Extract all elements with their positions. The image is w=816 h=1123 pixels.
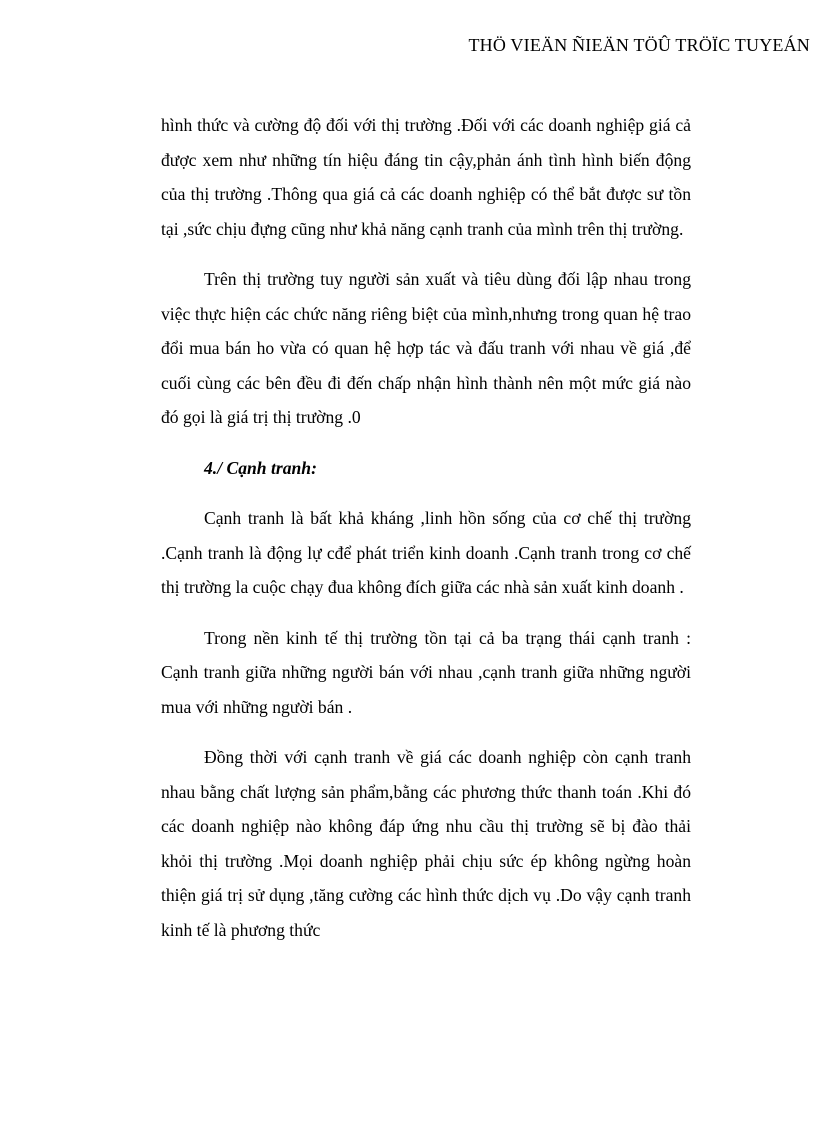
running-header: THÖ VIEÄN ÑIEÄN TÖÛ TRÖÏC TUYEÁN <box>468 35 810 55</box>
section-heading-competition: 4./ Cạnh tranh: <box>204 457 317 478</box>
paragraph-continued: hình thức và cường độ đối với thị trường .Đối với các doanh nghiệp giá cả được xem như những tín hiệu đáng tin cậy,phản ánh tình hình biến động của thị trường .Thông qua giá cả các doanh nghiệp có thể bắt được sư tồn tại ,sức chịu đựng cũng như khả năng cạnh tranh của mình trên thị trường. <box>161 115 691 239</box>
paragraph-market-parties: Trên thị trường tuy người sản xuất và tiêu dùng đối lập nhau trong việc thực hiện các chức năng riêng biệt của mình,nhưng trong quan hệ trao đổi mua bán ho vừa có quan hệ hợp tác và đấu tranh với nhau về giá ,để cuối cùng các bên đều đi đến chấp nhận hình thành nên một mức giá nào đó gọi là giá trị thị trường .0 <box>161 269 691 427</box>
paragraph-competition-definition: Cạnh tranh là bất khả kháng ,linh hồn sống của cơ chế thị trường .Cạnh tranh là động lự cđể phát triển kinh doanh .Cạnh tranh trong cơ chế thị trường la cuộc chạy đua không đích giữa các nhà sản xuất kinh doanh . <box>161 508 691 597</box>
page-body <box>161 108 691 963</box>
paragraph-competition-states: Trong nền kinh tế thị trường tồn tại cả ba trạng thái cạnh tranh : Cạnh tranh giữa những người bán với nhau ,cạnh tranh giữa những người mua với những người bán . <box>161 627 691 717</box>
paragraph-competition-methods: Đồng thời với cạnh tranh về giá các doanh nghiệp còn cạnh tranh nhau bằng chất lượng sản phẩm,bằng các phương thức thanh toán .Khi đó các doanh nghiệp nào không đáp ứng nhu cầu thị trường sẽ bị đào thải khỏi thị trường .Mọi doanh nghiệp phải chịu sức ép không ngừng hoàn thiện giá trị sử dụng ,tăng cường các hình thức dịch vụ .Do vậy cạnh tranh kinh tế là phương thức <box>161 747 691 940</box>
